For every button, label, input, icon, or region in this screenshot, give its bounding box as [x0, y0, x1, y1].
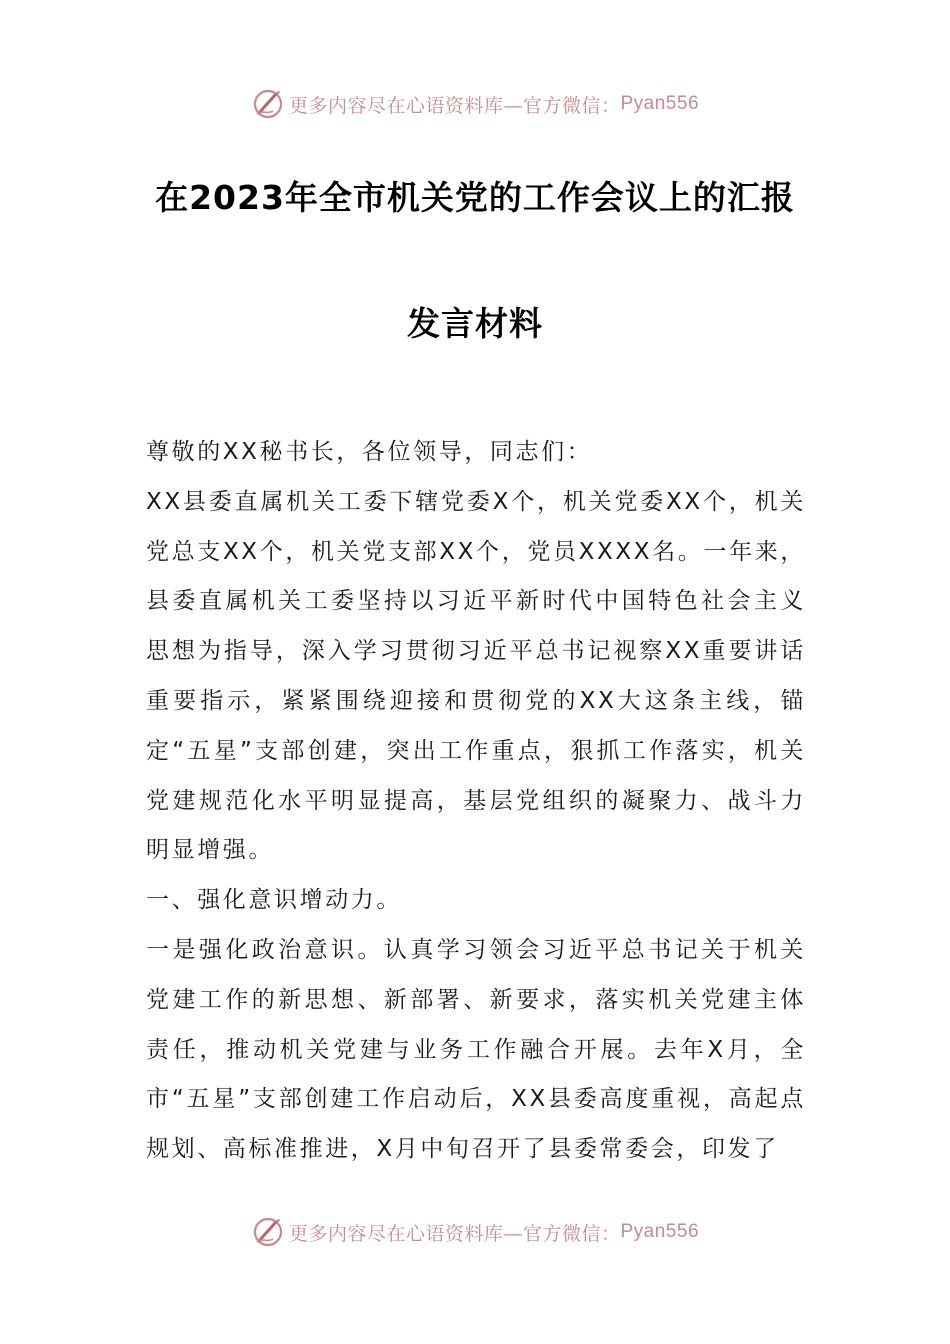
watermark-wechat-id: Pyan556	[620, 1221, 700, 1242]
header-watermark	[0, 84, 950, 124]
salutation-paragraph: 尊敬的XX秘书长，各位领导，同志们：	[146, 439, 593, 465]
pen-logo-icon	[251, 1215, 285, 1249]
pen-logo-icon	[251, 87, 285, 121]
watermark-text: 更多内容尽在心语资料库—官方微信：	[288, 94, 621, 117]
intro-paragraph: XX县委直属机关工委下辖党委X个，机关党委XX个，机关党总支XX个，机关党支部XX个，党员XXXX名。一年来，县委直属机关工委坚持以习近平新时代中国特色社会主义思想为指导，深入学习贯彻习近平总书记视察XX重要讲话重要指示，紧紧围绕迎接和贯彻党的XX大这条主线，锚定“五星”支部创建，突出工作重点，狠抓工作落实，机关党建规范化水平明显提高，基层党组织的凝聚力、战斗力明显增强。	[146, 488, 806, 864]
section-heading-1: 一、强化意识增动力。	[146, 887, 402, 914]
watermark-text: 更多内容尽在心语资料库—官方微信：	[288, 1222, 621, 1245]
body-paragraph: 一是强化政治意识。认真学习领会习近平总书记关于机关党建工作的新思想、新部署、新要求，落实机关党建主体责任，推动机关党建与业务工作融合开展。去年X月，全市“五星”支部创建工作启动后，XX县委高度重视，高起点规划、高标准推进，X月中旬召开了县委常委会，印发了	[146, 936, 806, 1163]
document-body	[146, 428, 806, 1175]
document-title-line2: 发言材料	[407, 304, 543, 343]
document-title-line1: 在2023年全市机关党的工作会议上的汇报	[155, 178, 795, 217]
footer-watermark	[0, 1212, 950, 1252]
watermark-wechat-id: Pyan556	[620, 93, 700, 114]
